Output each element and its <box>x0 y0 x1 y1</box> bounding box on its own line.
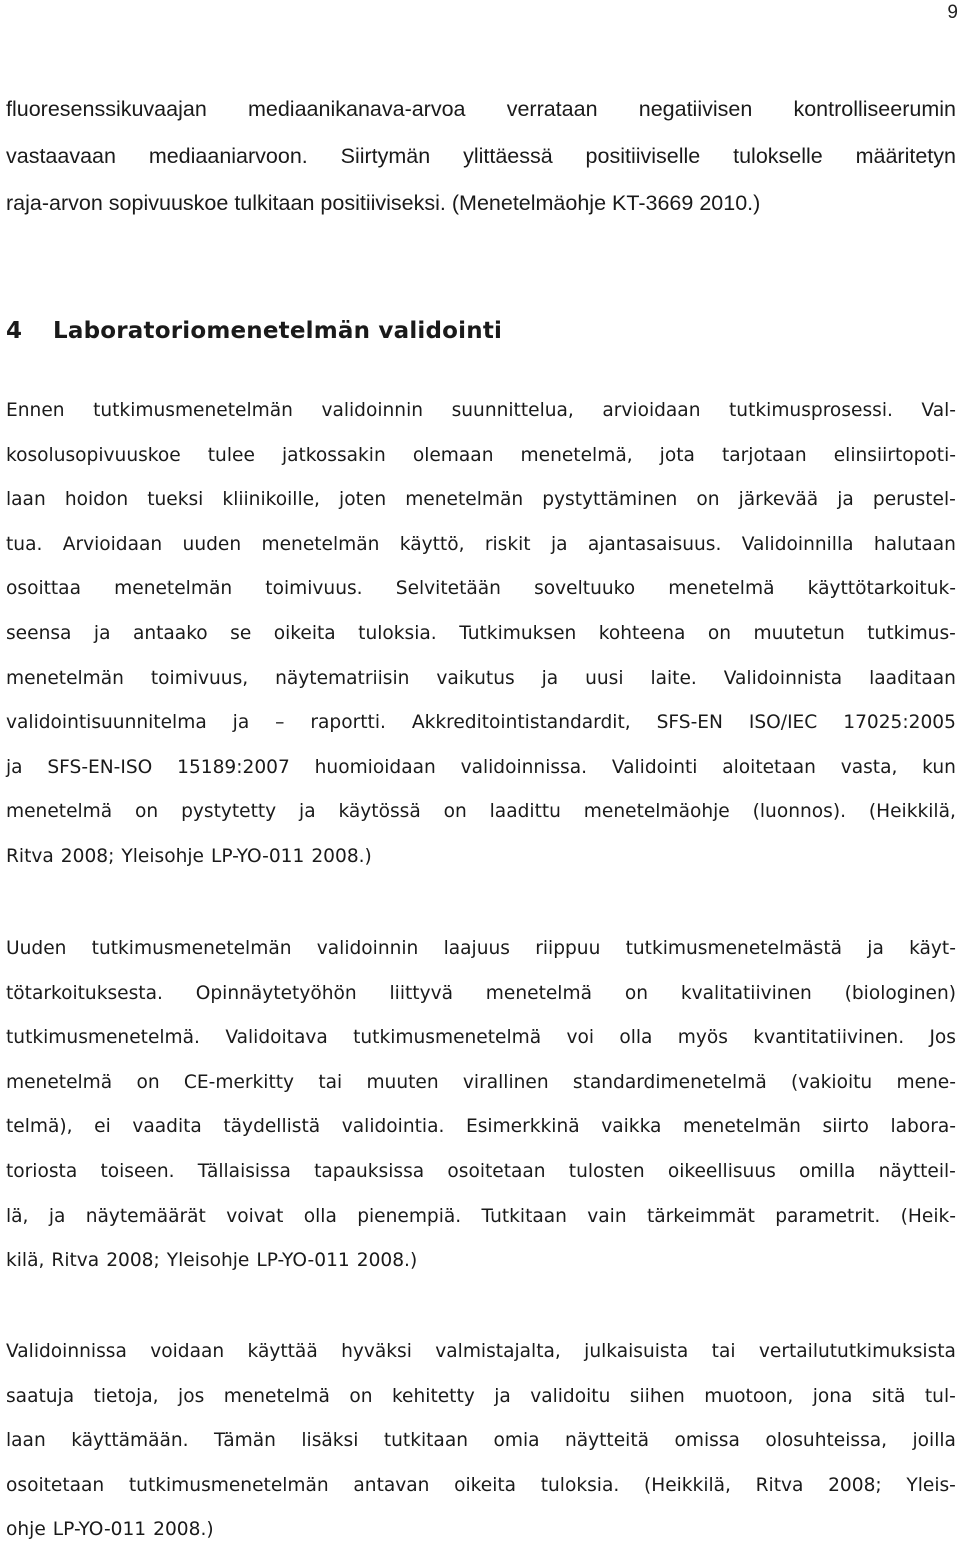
text-line: menetelmän toimivuus, näytematriisin vaikutus ja uusi laite. Validoinnista laaditaan <box>6 667 956 689</box>
text-line: Validoinnissa voidaan käyttää hyväksi valmistajalta, julkaisuista tai vertailututkimuksista <box>6 1341 956 1362</box>
text-line: ja SFS-EN-ISO 15189:2007 huomioidaan validoinnissa. Validointi aloitetaan vasta, kun <box>6 756 956 778</box>
text-line: ohje LP-YO-011 2008.) <box>6 1519 214 1541</box>
text-line: Ritva 2008; Yleisohje LP-YO-011 2008.) <box>6 845 372 867</box>
text-line: Uuden tutkimusmenetelmän validoinnin laajuus riippuu tutkimusmenetelmästä ja käyt- <box>6 938 956 959</box>
text-line: kilä, Ritva 2008; Yleisohje LP-YO-011 2008.) <box>6 1250 418 1272</box>
text-line: kosolusopivuuskoe tulee jatkossakin olemaan menetelmä, jota tarjotaan elinsiirtopoti- <box>6 444 956 466</box>
text-line: laan käyttämään. Tämän lisäksi tutkitaan omia näytteitä omissa olosuhteissa, joilla <box>6 1430 956 1452</box>
section-title: Laboratoriomenetelmän validointi <box>53 318 503 344</box>
text-line: raja-arvon sopivuuskoe tulkitaan positiiviseksi. (Menetelmäohje KT-3669 2010.) <box>6 191 761 215</box>
text-line: telmä), ei vaadita täydellistä validointia. Esimerkkinä vaikka menetelmän siirto labora- <box>6 1116 956 1138</box>
text-line: osoittaa menetelmän toimivuus. Selvitetään soveltuuko menetelmä käyttötarkoituk- <box>6 578 956 600</box>
text-line: menetelmä on pystytetty ja käytössä on laadittu menetelmäohje (luonnos). (Heikkilä, <box>6 801 956 823</box>
text-line: lä, ja näytemäärät voivat olla pienempiä. Tutkitaan vain tärkeimmät parametrit. (Heik- <box>6 1205 956 1227</box>
text-line: toriosta toiseen. Tällaisissa tapauksissa osoitetaan tulosten oikeellisuus omilla näytteil- <box>6 1160 956 1182</box>
text-line: Ennen tutkimusmenetelmän validoinnin suunnittelua, arvioidaan tutkimusprosessi. Val- <box>6 400 956 421</box>
text-line: vastaavaan mediaaniarvoon. Siirtymän ylittäessä positiiviselle tulokselle määritetyn <box>6 144 956 168</box>
page-number: 9 <box>947 2 958 23</box>
text-line: tötarkoituksesta. Opinnäytetyöhön liittyvä menetelmä on kvalitatiivinen (biologinen) <box>6 982 956 1004</box>
body-paragraph-2 <box>6 927 956 1284</box>
text-line: laan hoidon tueksi kliinikoille, joten menetelmän pystyttäminen on järkevää ja perustel- <box>6 489 956 511</box>
text-line: validointisuunnitelma ja – raportti. Akkreditointistandardit, SFS-EN ISO/IEC 17025:2005 <box>6 712 956 734</box>
text-line: tua. Arvioidaan uuden menetelmän käyttö, riskit ja ajantasaisuus. Validoinnilla halutaan <box>6 533 956 555</box>
body-paragraph-3 <box>6 1330 956 1553</box>
text-line: tutkimusmenetelmä. Validoitava tutkimusmenetelmä voi olla myös kvantitatiivinen. Jos <box>6 1027 956 1049</box>
text-line: seensa ja antaako se oikeita tuloksia. Tutkimuksen kohteena on muutetun tutkimus- <box>6 622 956 644</box>
section-heading <box>6 318 502 344</box>
text-line: osoitetaan tutkimusmenetelmän antavan oikeita tuloksia. (Heikkilä, Ritva 2008; Yleis- <box>6 1474 956 1496</box>
section-number: 4 <box>6 318 23 344</box>
text-line: fluoresenssikuvaajan mediaanikanava-arvoa verrataan negatiivisen kontrolliseerumin <box>6 97 956 121</box>
text-line: menetelmä on CE-merkitty tai muuten virallinen standardimenetelmä (vakioitu mene- <box>6 1071 956 1093</box>
intro-paragraph <box>6 86 956 227</box>
body-paragraph-1 <box>6 389 956 880</box>
text-line: saatuja tietoja, jos menetelmä on kehitetty ja validoitu siihen muotoon, jona sitä tul- <box>6 1385 956 1407</box>
